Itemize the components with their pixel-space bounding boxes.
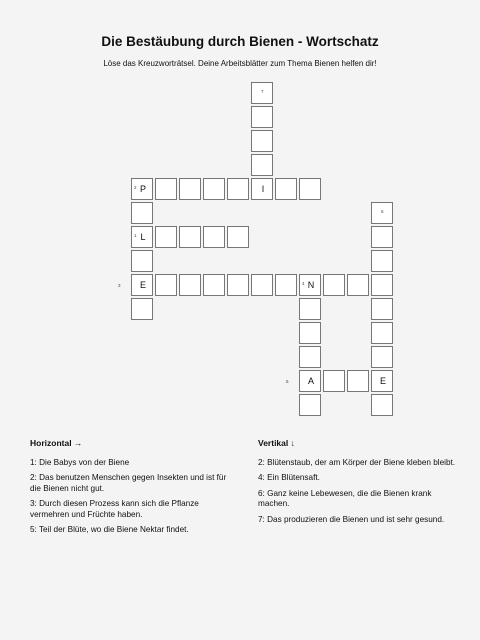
crossword-cell	[347, 274, 369, 296]
crossword-cell	[131, 178, 153, 200]
vertical-heading: Vertikal ↓	[258, 438, 295, 448]
crossword-cell	[131, 298, 153, 320]
crossword-cell	[371, 322, 393, 344]
crossword-cell	[299, 394, 321, 416]
clue-number: 1	[134, 233, 137, 238]
crossword-cell	[275, 274, 297, 296]
crossword-cell	[227, 226, 249, 248]
cell-letter: E	[379, 376, 386, 386]
crossword-cell	[179, 178, 201, 200]
crossword-cell	[371, 202, 393, 224]
horizontal-clue: 5: Teil der Blüte, wo die Biene Nektar findet.	[30, 525, 189, 534]
crossword-cell	[299, 346, 321, 368]
cell-letter: L	[140, 232, 146, 242]
cell-letter: I	[261, 184, 265, 194]
crossword-cell	[155, 274, 177, 296]
crossword-cell	[251, 178, 273, 200]
crossword-cell	[251, 154, 273, 176]
cell-letter: E	[139, 280, 146, 290]
cell-letter: N	[307, 280, 315, 290]
crossword-cell	[371, 250, 393, 272]
vertical-clue: 2: Blütenstaub, der am Körper der Biene kleben bleibt.	[258, 457, 456, 467]
crossword-cell	[203, 226, 225, 248]
crossword-cell	[131, 274, 153, 296]
clue-number: 7	[261, 89, 264, 94]
crossword-cell	[131, 250, 153, 272]
crossword-cell	[155, 178, 177, 200]
clue-number: 2	[134, 185, 137, 190]
crossword-cell	[299, 298, 321, 320]
crossword-cell	[299, 370, 321, 392]
horizontal-clue: 2: Das benutzen Menschen gegen Insekten und ist für die Bienen nicht gut.	[30, 473, 227, 493]
clue-number: 4	[302, 281, 305, 286]
vertical-clues	[258, 438, 458, 530]
clue-number: 6	[381, 209, 384, 214]
crossword-cell	[251, 130, 273, 152]
cell-letter: P	[139, 184, 146, 194]
crossword-cell	[371, 298, 393, 320]
crossword-cell	[203, 178, 225, 200]
crossword-cell	[251, 82, 273, 104]
crossword-cell	[299, 178, 321, 200]
crossword-cell	[371, 346, 393, 368]
crossword-cell	[203, 274, 225, 296]
vertical-clue: 4: Ein Blütensaft.	[258, 473, 320, 482]
horizontal-clue: 3: Durch diesen Prozess kann sich die Pflanze vermehren und Früchte haben.	[30, 499, 199, 519]
crossword-cell	[371, 226, 393, 248]
crossword-cell	[251, 106, 273, 128]
horizontal-heading: Horizontal →	[30, 438, 83, 448]
clue-number: 3	[118, 283, 121, 288]
crossword-cell	[371, 394, 393, 416]
horizontal-clues	[30, 438, 230, 541]
crossword-cell	[299, 322, 321, 344]
crossword-cell	[179, 226, 201, 248]
crossword-cell	[323, 370, 345, 392]
crossword-cell	[179, 274, 201, 296]
crossword-cell	[251, 274, 273, 296]
crossword-cell	[227, 274, 249, 296]
crossword-cell	[323, 274, 345, 296]
crossword-cell	[347, 370, 369, 392]
crossword-cell	[227, 178, 249, 200]
crossword-cell	[371, 274, 393, 296]
clue-number: 5	[286, 379, 289, 384]
cell-letter: A	[307, 376, 314, 386]
vertical-clue: 6: Ganz keine Lebewesen, die die Bienen krank machen.	[258, 488, 432, 508]
crossword-cell	[131, 226, 153, 248]
vertical-clue: 7: Das produzieren die Bienen und ist sehr gesund.	[258, 514, 445, 524]
crossword-cell	[131, 202, 153, 224]
horizontal-clue: 1: Die Babys von der Biene	[30, 457, 130, 467]
instructions: Löse das Kreuzworträtsel. Deine Arbeitsblätter zum Thema Bienen helfen dir!	[103, 59, 377, 68]
page-title: Die Bestäubung durch Bienen - Wortschatz	[101, 34, 379, 49]
crossword-cell	[299, 274, 321, 296]
crossword-cell	[275, 178, 297, 200]
crossword-cell	[371, 370, 393, 392]
crossword-cell	[155, 226, 177, 248]
